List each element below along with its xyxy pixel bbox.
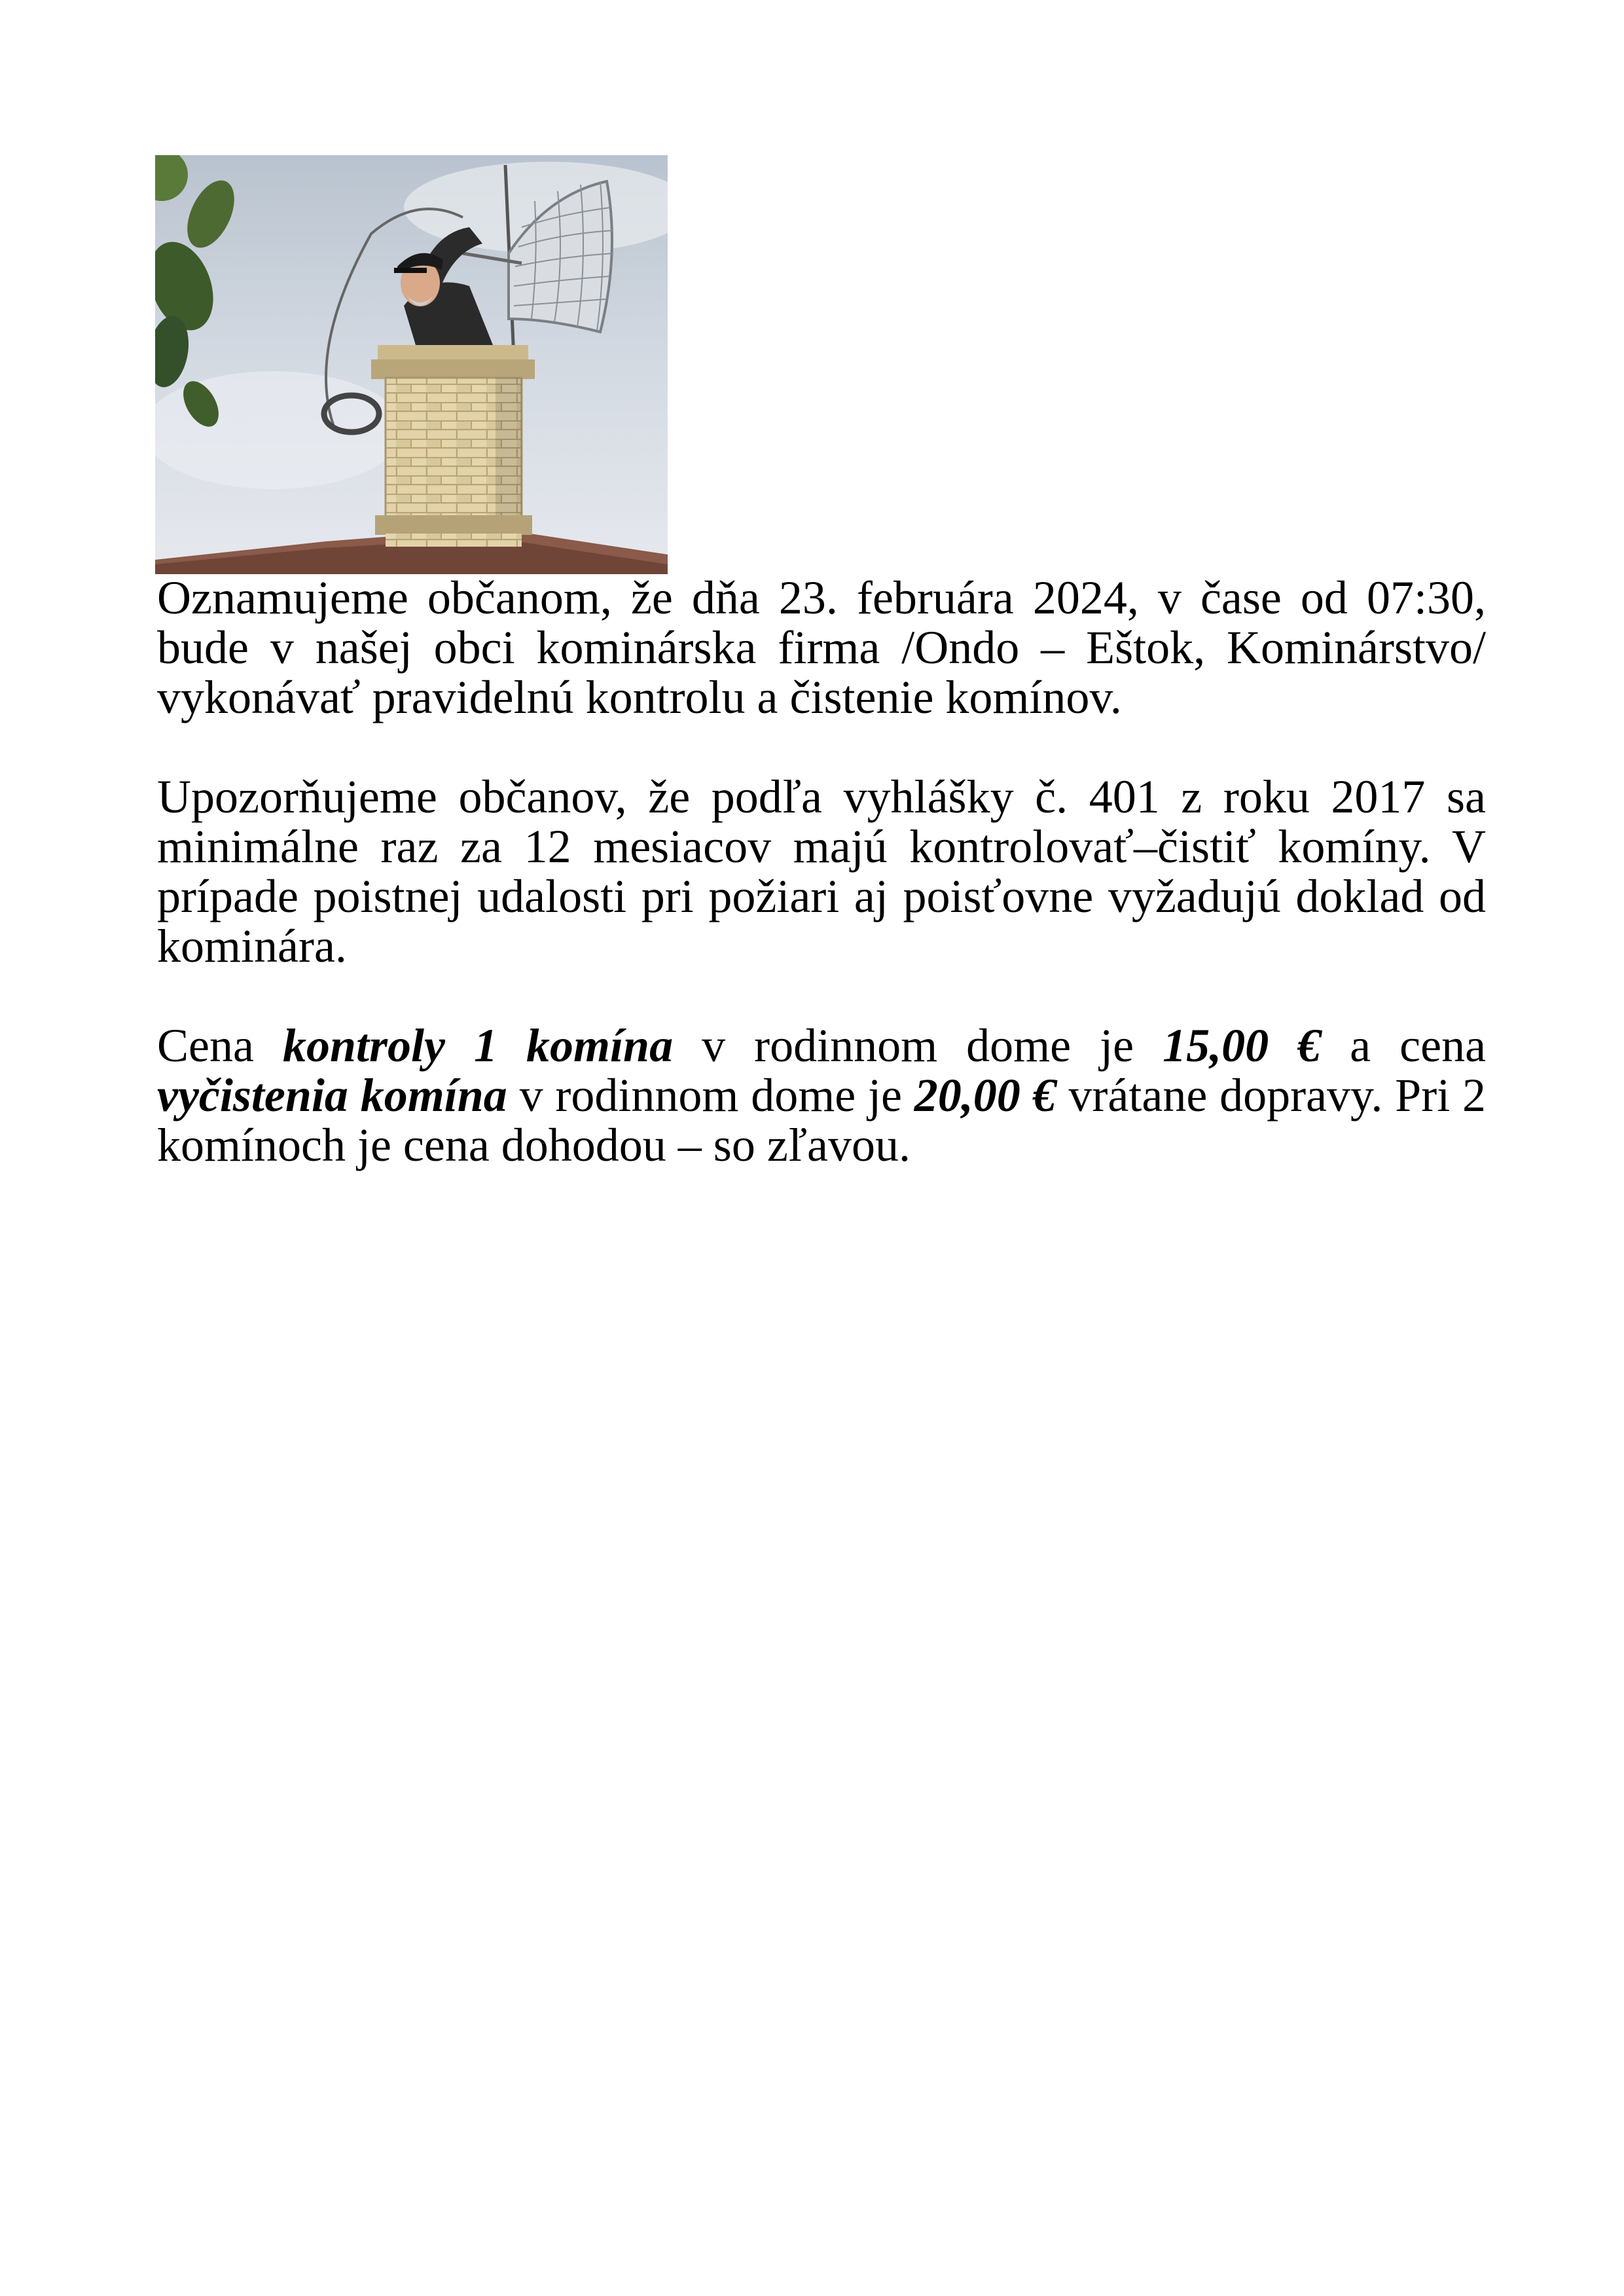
paragraph-regulation: Upozorňujeme občanov, že podľa vyhlášky č. 401 z roku 2017 sa minimálne raz za 12 mesiacov majú kontrolovať–čistiť komíny. V prípade poistnej udalosti pri požiari aj poisťovne vyžadujú doklad od kominára.	[157, 771, 1486, 972]
price-text-4: v rodinnom dome je	[507, 1069, 914, 1121]
price-value-cleaning: 20,00 €	[914, 1069, 1056, 1121]
price-text-5: vrátane dopravy. Pri 2 komínoch je cena dohodou – so zľavou.	[157, 1069, 1487, 1171]
price-label-inspection: kontroly 1 komína	[282, 1019, 674, 1072]
announcement-text	[157, 573, 1486, 1220]
chimney-sweep-photo	[155, 155, 668, 574]
price-text-2: v rodinnom dome je	[673, 1019, 1163, 1072]
price-text-1: Cena	[157, 1019, 283, 1072]
price-value-inspection: 15,00 €	[1163, 1019, 1322, 1072]
price-text-3: a cena	[1321, 1019, 1487, 1072]
chimney-sweep-illustration	[155, 155, 668, 574]
price-label-cleaning: vyčistenia komína	[157, 1069, 507, 1121]
paragraph-prices	[157, 1021, 1486, 1170]
paragraph-announcement: Oznamujeme občanom, že dňa 23. februára 2024, v čase od 07:30, bude v našej obci kominárska firma /Ondo – Eštok, Kominárstvo/ vykonávať pravidelnú kontrolu a čistenie komínov.	[157, 572, 1486, 723]
